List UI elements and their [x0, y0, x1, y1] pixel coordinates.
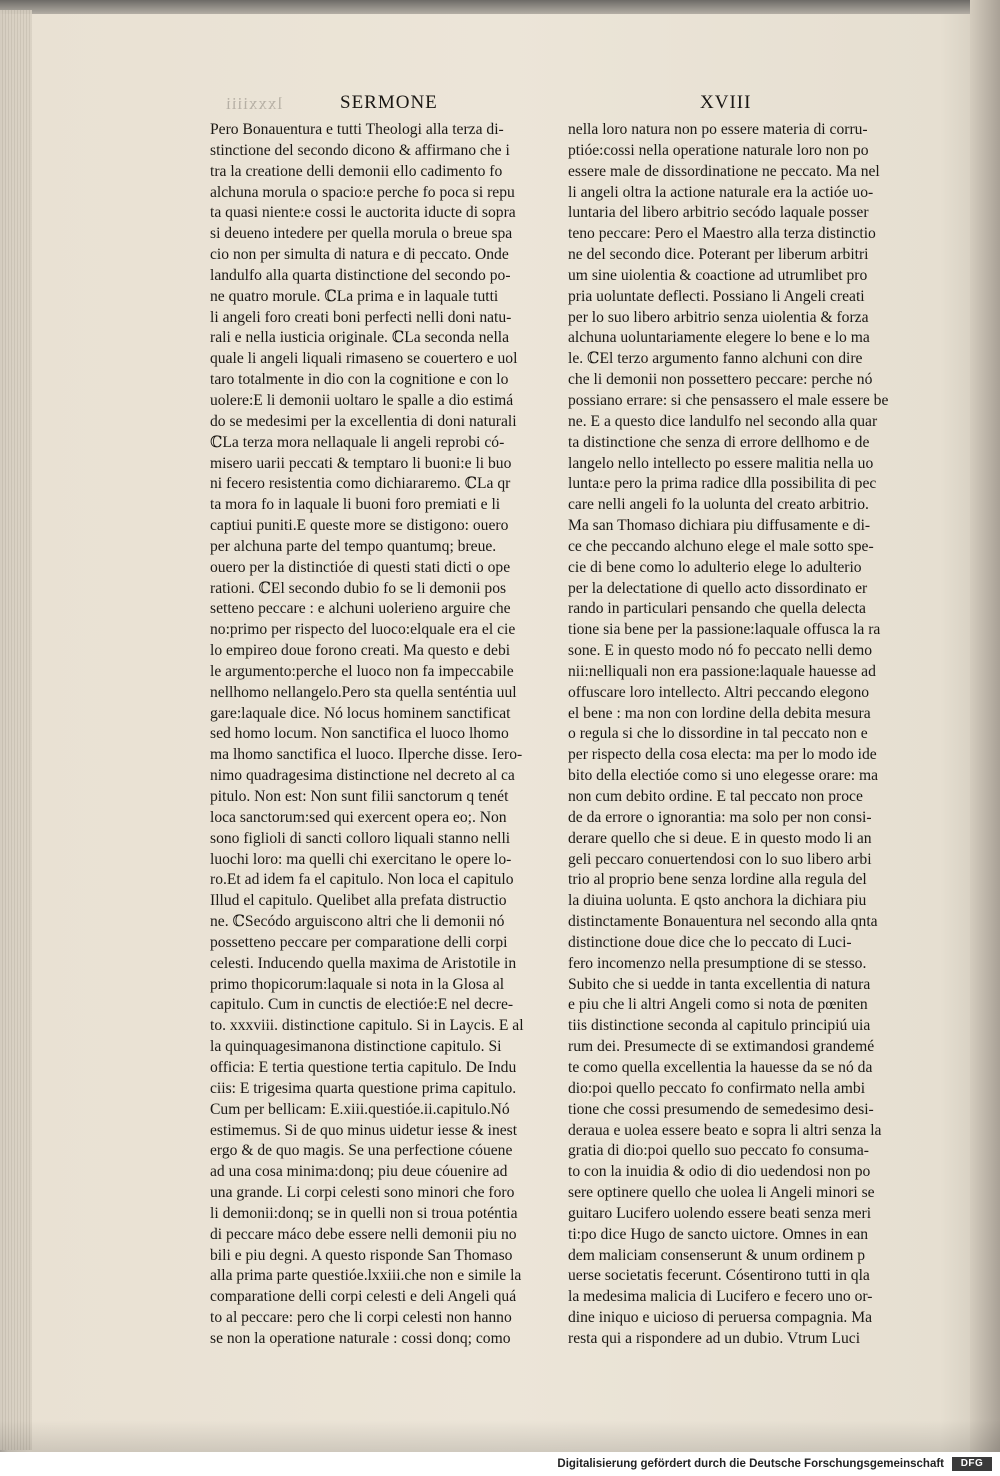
- text-line: offuscare loro intellecto. Altri peccando elegono: [568, 683, 870, 701]
- text-line: non cum debito ordine. E tal peccato non proce: [568, 788, 863, 805]
- text-line: alla prima parte questióe.lxxiii.che non e simile la: [210, 1267, 522, 1285]
- text-line: trio al proprio bene senza lordine alla regula del: [568, 871, 867, 889]
- text-line: una grande. Li corpi celesti sono minori che foro: [210, 1184, 515, 1202]
- text-line: ne. E a questo dice landulfo nel secondo alla quar: [568, 412, 878, 430]
- text-line: to con la inuidia & odio di dio uedendosi non po: [568, 1163, 871, 1181]
- text-line: rali e nella iusticia originale. ℂLa seconda nella: [210, 329, 510, 347]
- text-line: per rispecto della cosa electa: ma per lo modo ide: [568, 746, 877, 764]
- text-line: essere male de dissordinatione ne peccato. Ma nel: [568, 162, 880, 180]
- text-line: ti:po dice Hugo de sancto uictore. Omnes in ean: [568, 1225, 869, 1243]
- text-line: el bene : ma non con lordine della debita mesura: [568, 704, 871, 722]
- text-line: guitaro Lucifero uolendo essere beati senza meri: [568, 1204, 872, 1222]
- text-line: ptióe:cossi nella operatione naturale loro non po: [568, 141, 869, 159]
- text-line: geli peccaro conuertendosi con lo suo libero arbi: [568, 850, 872, 868]
- digitization-footer: [0, 1452, 1000, 1476]
- text-line: to al peccare: pero che li corpi celesti non hanno: [210, 1309, 512, 1327]
- text-line: possetteno peccare per comparatione delli corpi: [210, 933, 508, 951]
- text-line: cie di bene como lo adulterio elege lo adulterio: [568, 558, 862, 576]
- bleed-through-folio: lxxxiiii: [225, 94, 283, 113]
- text-line: sed homo locum. Non sanctifica el luoco lhomo: [210, 725, 509, 743]
- text-line: tione sia bene per la passione:laquale offusca la ra: [568, 621, 881, 639]
- text-line: le argumento:perche el luoco non fa impeccabile: [210, 662, 514, 680]
- text-line: che li demonii non possettero peccare: perche nó: [568, 371, 873, 389]
- text-line: ma lhomo sanctifica el luoco. Ilperche disse. Iero-: [210, 746, 523, 764]
- text-line: care nelli angeli fo la uolunta del creato arbitrio.: [568, 496, 869, 514]
- text-line: setteno peccare : e alchuni uolerieno arguire che: [210, 600, 511, 618]
- text-line: lo empireo doue forono creati. Ma questo e debi: [210, 642, 511, 660]
- text-line: estimemus. Si de quo minus uidetur iesse & inest: [210, 1121, 518, 1139]
- text-line: ℂLa terza mora nellaquale li angeli reprobi có-: [210, 433, 505, 451]
- text-line: capitulo. Cum in cunctis de electióe:E nel decre-: [210, 996, 514, 1014]
- text-line: la medesima malicia di Lucifero e fecero uno or-: [568, 1288, 873, 1306]
- text-line: per alchuna parte del tempo quantumq; breue.: [210, 537, 497, 555]
- text-line: rum dei. Presumecte di se extimandosi grandemé: [568, 1038, 875, 1056]
- text-line: luochi loro: ma quelli chi exercitano le opere lo-: [210, 850, 512, 868]
- text-line: li angeli oltra la actione naturale era la actióe uo-: [568, 183, 874, 201]
- text-line: uerse societatis fecerunt. Cósentirono tutti in qla: [568, 1267, 870, 1285]
- running-head-left: SERMONE: [340, 92, 438, 113]
- text-line: ne quatro morule. ℂLa prima e in laquale tutti: [210, 287, 499, 305]
- running-head-right: XVIII: [700, 92, 752, 113]
- text-line: gare:laquale dice. Nó locus hominem sanctificat: [210, 704, 511, 722]
- text-line: la quinquagesimanona distinctione capitulo. Si: [210, 1038, 502, 1056]
- text-line: officia: E tertia questione tertia capitulo. De Indu: [210, 1058, 517, 1076]
- text-line: nella loro natura non po essere materia di corru-: [568, 121, 868, 138]
- text-line: Cum per bellicam: E.xiii.questióe.ii.capitulo.Nó: [210, 1100, 510, 1118]
- text-line: Ma san Thomaso dichiara piu diffusamente e di-: [568, 517, 871, 535]
- text-line: landulfo alla quarta distinctione del secondo po-: [210, 266, 511, 284]
- text-line: uolere:E li demonii uoltaro le spalle a dio estimá: [210, 391, 514, 409]
- text-line: Subito che si uedde in tanta excellentia di natura: [568, 975, 871, 993]
- text-line: derare quello che si deue. E in questo modo li an: [568, 829, 872, 847]
- text-line: taro totalmente in dio con la cognitione e con lo: [210, 371, 509, 389]
- text-line: Pero Bonauentura e tutti Theologi alla terza di-: [210, 121, 504, 138]
- text-line: bito della electióe como si uno elegesse orare: ma: [568, 767, 879, 785]
- dfg-logo: DFG: [952, 1457, 992, 1471]
- text-line: ouero per la distinctióe di questi stati dicti o ope: [210, 558, 511, 576]
- text-line: nimo quadragesima distinctione nel decreto al ca: [210, 767, 515, 785]
- text-line: nellhomo nellangelo.Pero sta quella senténtia uul: [210, 683, 517, 701]
- text-line: ciis: E trigesima quarta questione prima capitulo.: [210, 1079, 517, 1097]
- text-line: te como quella excellentia la hauesse da se nó da: [568, 1058, 873, 1076]
- text-line: distinctione doue dice che lo peccato di Luci-: [568, 933, 852, 951]
- text-line: rationi. ℂEl secondo dubio fo se li demonii pos: [210, 579, 507, 597]
- text-line: Illud el capitulo. Quelibet alla prefata distructio: [210, 892, 507, 910]
- text-line: cio non per simulta di natura e di peccato. Onde: [210, 246, 509, 264]
- text-line: tra la creatione delli demonii ello cadimento fo: [210, 162, 503, 180]
- text-line: de da errore o ignorantia: ma solo per non consi-: [568, 808, 872, 826]
- text-line: loca sanctorum:sed qui exercent opera eo;. Non: [210, 808, 507, 826]
- text-line: resta qui a rispondere ad un dubio. Vtrum Luci: [568, 1329, 861, 1347]
- text-line: gratia di dio:poi quello suo peccato fo consuma-: [568, 1142, 869, 1160]
- text-line: dine iniquo e uicioso di peruersa compagnia. Ma: [568, 1309, 872, 1327]
- text-line: stinctione del secondo dicono & affirmano che i: [210, 141, 510, 159]
- page-edge-right: [970, 0, 1000, 1452]
- text-line: ni fecero resistentia como dichiararemo. ℂLa qr: [210, 475, 511, 493]
- text-line: alchuna morula o spacio:e perche fo poca si repu: [210, 183, 515, 201]
- text-line: primo thopicorum:laquale si nota in la Glosa al: [210, 975, 505, 993]
- text-line: li demonii:donq; se in quelli non si troua poténtia: [210, 1204, 518, 1222]
- text-line: di peccare máco debe essere nelli demonii piu no: [210, 1225, 517, 1243]
- text-line: misero uarii peccati & temptaro li buoni:e li buo: [210, 454, 512, 472]
- binding-top-strip: [0, 0, 1000, 14]
- text-line: um sine uiolentia & coactione ad utrumlibet pro: [568, 266, 868, 284]
- text-line: to. xxxviii. distinctione capitulo. Si in Laycis. E al: [210, 1017, 524, 1035]
- text-line: per la delectatione di quello acto dissordinato er: [568, 579, 868, 597]
- text-line: ro.Et ad idem fa el capitulo. Non loca el capitulo: [210, 871, 514, 889]
- text-line: possiano errare: si che pensassero el male essere be: [568, 391, 889, 409]
- text-line: captiui puniti.E queste more se distigono: ouero: [210, 517, 509, 535]
- text-line: luntaria del libero arbitrio secódo laquale posser: [568, 204, 869, 222]
- text-line: ta mora fo in laquale li buoni foro premiati e li: [210, 496, 501, 514]
- text-line: dem maliciam consenserunt & unum ordinem p: [568, 1246, 866, 1264]
- text-line: sono figlioli di sancti colloro liquali stanno nelli: [210, 829, 511, 847]
- text-line: se non la operatione naturale : cossi donq; como: [210, 1329, 511, 1347]
- text-line: langelo nello intellecto po essere malitia nella uo: [568, 454, 874, 472]
- text-line: per lo suo libero arbitrio senza uiolentia & forza: [568, 308, 869, 326]
- text-column-right: [568, 120, 913, 1350]
- text-line: pria uoluntate deflecti. Possiano li Angeli creati: [568, 287, 865, 305]
- text-line: celesti. Inducendo quella maxima de Aristotile in: [210, 954, 517, 972]
- text-line: nii:nelliquali non era passione:laquale hauesse ad: [568, 662, 876, 680]
- text-line: ergo & de quo magis. Se una perfectione cóuene: [210, 1142, 513, 1160]
- text-line: o regula si che lo dissordine in tal peccato non e: [568, 725, 868, 743]
- text-line: si deueno intedere per quella morula o breue spa: [210, 225, 513, 243]
- text-line: dio:poi quello peccato fo confirmato nella ambi: [568, 1079, 866, 1097]
- text-line: e piu che li altri Angeli como si nota de pœniten: [568, 996, 868, 1014]
- text-line: ne del secondo dice. Poterant per liberum arbitri: [568, 246, 869, 264]
- text-line: la diuina uolunta. E qsto anchora la dichiara piu: [568, 892, 867, 910]
- text-line: tiis distinctione seconda al capitulo principiú uia: [568, 1017, 871, 1035]
- text-line: alchuna uoluntariamente elegere lo bene e lo ma: [568, 329, 870, 347]
- text-line: distinctamente Bonauentura nel secondo alla qnta: [568, 913, 878, 931]
- page-stack-edge-left: [0, 10, 32, 1450]
- text-line: ta distinctione che senza di errore dellhomo e de: [568, 433, 870, 451]
- text-line: ce che peccando alchuno elege el male sotto spe-: [568, 537, 874, 555]
- text-line: no:primo per rispecto del luoco:elquale era el cie: [210, 621, 516, 639]
- text-line: li angeli foro creati boni perfecti nelli doni natu-: [210, 308, 512, 326]
- text-line: ne. ℂSecódo arguiscono altri che li demonii nó: [210, 913, 505, 931]
- text-line: teno peccare: Pero el Maestro alla terza distinctio: [568, 225, 876, 243]
- text-line: fero incomenzo nella presumptione di se stesso.: [568, 954, 867, 972]
- text-line: lunta:e pero la prima radice dlla possibilita di pec: [568, 475, 877, 493]
- text-line: sone. E in questo modo nó fo peccato nelli demo: [568, 642, 873, 660]
- text-line: bili e piu degni. A questo risponde San Thomaso: [210, 1246, 513, 1264]
- text-line: comparatione delli corpi celesti e deli Angeli quá: [210, 1288, 517, 1306]
- text-line: pitulo. Non est: Non sunt filii sanctorum q tenét: [210, 788, 509, 805]
- text-column-left: [210, 120, 555, 1350]
- text-line: rando in particulari pensando che quella delecta: [568, 600, 866, 618]
- bottom-shadow: [0, 1420, 1000, 1452]
- text-line: le. ℂEl terzo argumento fanno alchuni con dire: [568, 350, 863, 368]
- text-line: quale li angeli liquali rimaseno se couertero e uol: [210, 350, 518, 368]
- text-line: deraua e uolea essere beato e sopra li altri senza la: [568, 1121, 882, 1139]
- text-line: tione che cossi presumendo de semedesimo desi-: [568, 1100, 874, 1118]
- footer-credit: Digitalisierung gefördert durch die Deutsche Forschungsgemeinschaft: [557, 1458, 944, 1470]
- text-line: ad una cosa minima:donq; piu deue cóuenire ad: [210, 1163, 508, 1181]
- text-line: ta quasi niente:e cossi le auctorita iducte di sopra: [210, 204, 516, 222]
- text-line: do se medesimi per la excellentia di doni naturali: [210, 412, 517, 430]
- text-line: sere optinere quello che uolea li Angeli minori se: [568, 1184, 875, 1202]
